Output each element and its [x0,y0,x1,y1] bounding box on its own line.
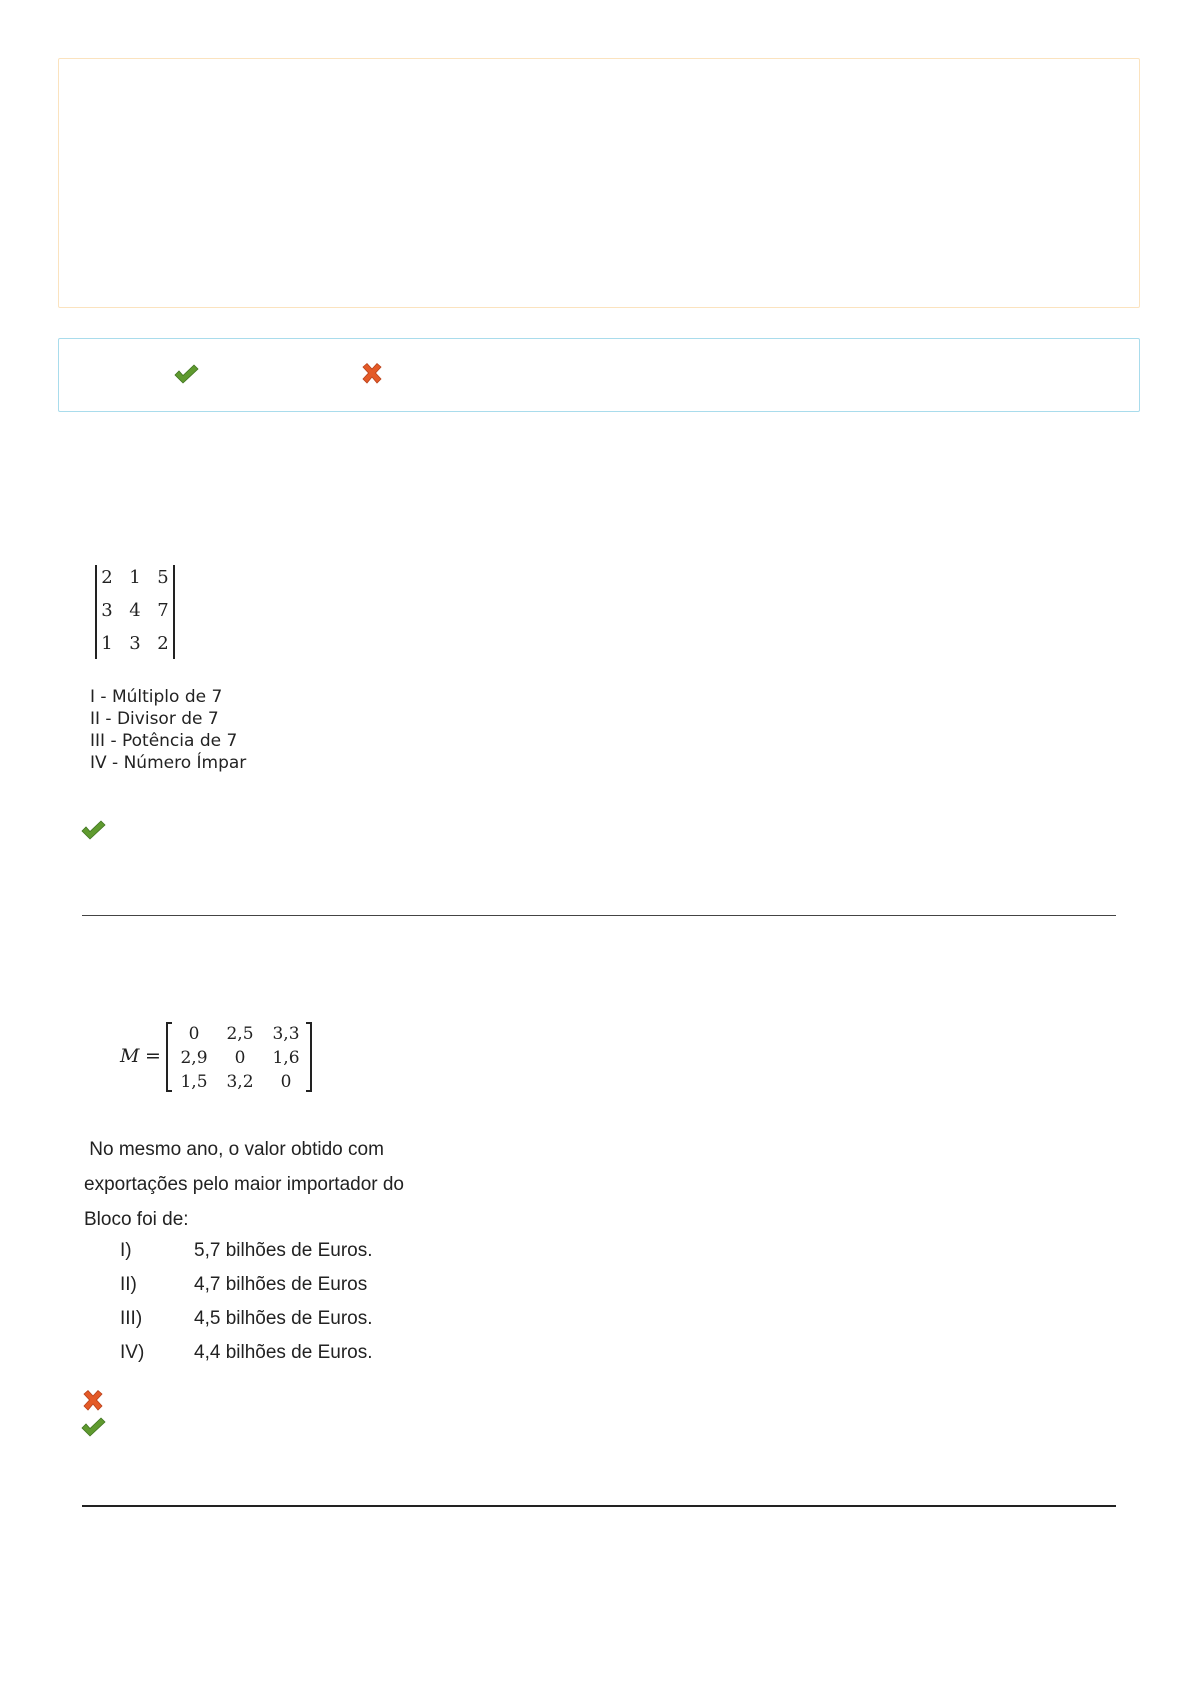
determinant-matrix [95,563,177,661]
option-number: I) [120,1240,132,1261]
text-line: Bloco foi de: [84,1209,189,1230]
cross-icon [359,362,385,386]
matrix-cell: 2,5 [226,1024,254,1044]
matrix-cell: 1 [101,633,113,654]
matrix-cell: 0 [188,1024,200,1044]
matrix-cell: 2 [101,567,113,588]
text-line: exportações pelo maior importador do [84,1174,405,1195]
text-line: No mesmo ano, o valor obtido com [84,1139,384,1160]
matrix-cell: 4 [129,600,141,621]
question2-text [84,1132,484,1237]
option-number: III) [120,1308,143,1329]
option-text: 5,7 bilhões de Euros. [194,1240,373,1261]
equals-sign: = [145,1045,161,1067]
matrix-cell: 3,2 [226,1072,254,1092]
matrix-cell: 5 [157,567,169,588]
legend-panel [58,338,1140,412]
option-number: IV) [120,1342,145,1363]
matrix-cell: 3,3 [272,1024,300,1044]
question1-options [90,686,246,774]
matrix-cell: 1 [129,567,141,588]
matrix-label: M [120,1045,140,1067]
check-icon [173,362,199,386]
matrix-cell: 7 [157,600,169,621]
matrix-cell: 2,9 [180,1048,208,1068]
matrix-m [166,1022,312,1094]
option-text: 4,5 bilhões de Euros. [194,1308,373,1329]
divider [82,1505,1116,1507]
divider [82,915,1116,916]
matrix-cell: 0 [234,1048,246,1068]
check-icon [80,1415,106,1439]
matrix-cell: 0 [280,1072,292,1092]
matrix-cell: 1,6 [272,1048,300,1068]
option-text: 4,7 bilhões de Euros [194,1274,368,1295]
matrix-cell: 1,5 [180,1072,208,1092]
check-icon [80,818,106,842]
feedback-panel [58,58,1140,308]
option-number: II) [120,1274,137,1295]
option-text: 4,4 bilhões de Euros. [194,1342,373,1363]
option-item: III - Potência de 7 [90,731,238,751]
matrix-cell: 3 [101,600,113,621]
option-item: II - Divisor de 7 [90,709,219,729]
matrix-cell: 2 [157,633,169,654]
matrix-cell: 3 [129,633,141,654]
option-item: IV - Número Ímpar [90,753,247,773]
cross-icon [80,1389,106,1413]
option-item: I - Múltiplo de 7 [90,687,223,707]
